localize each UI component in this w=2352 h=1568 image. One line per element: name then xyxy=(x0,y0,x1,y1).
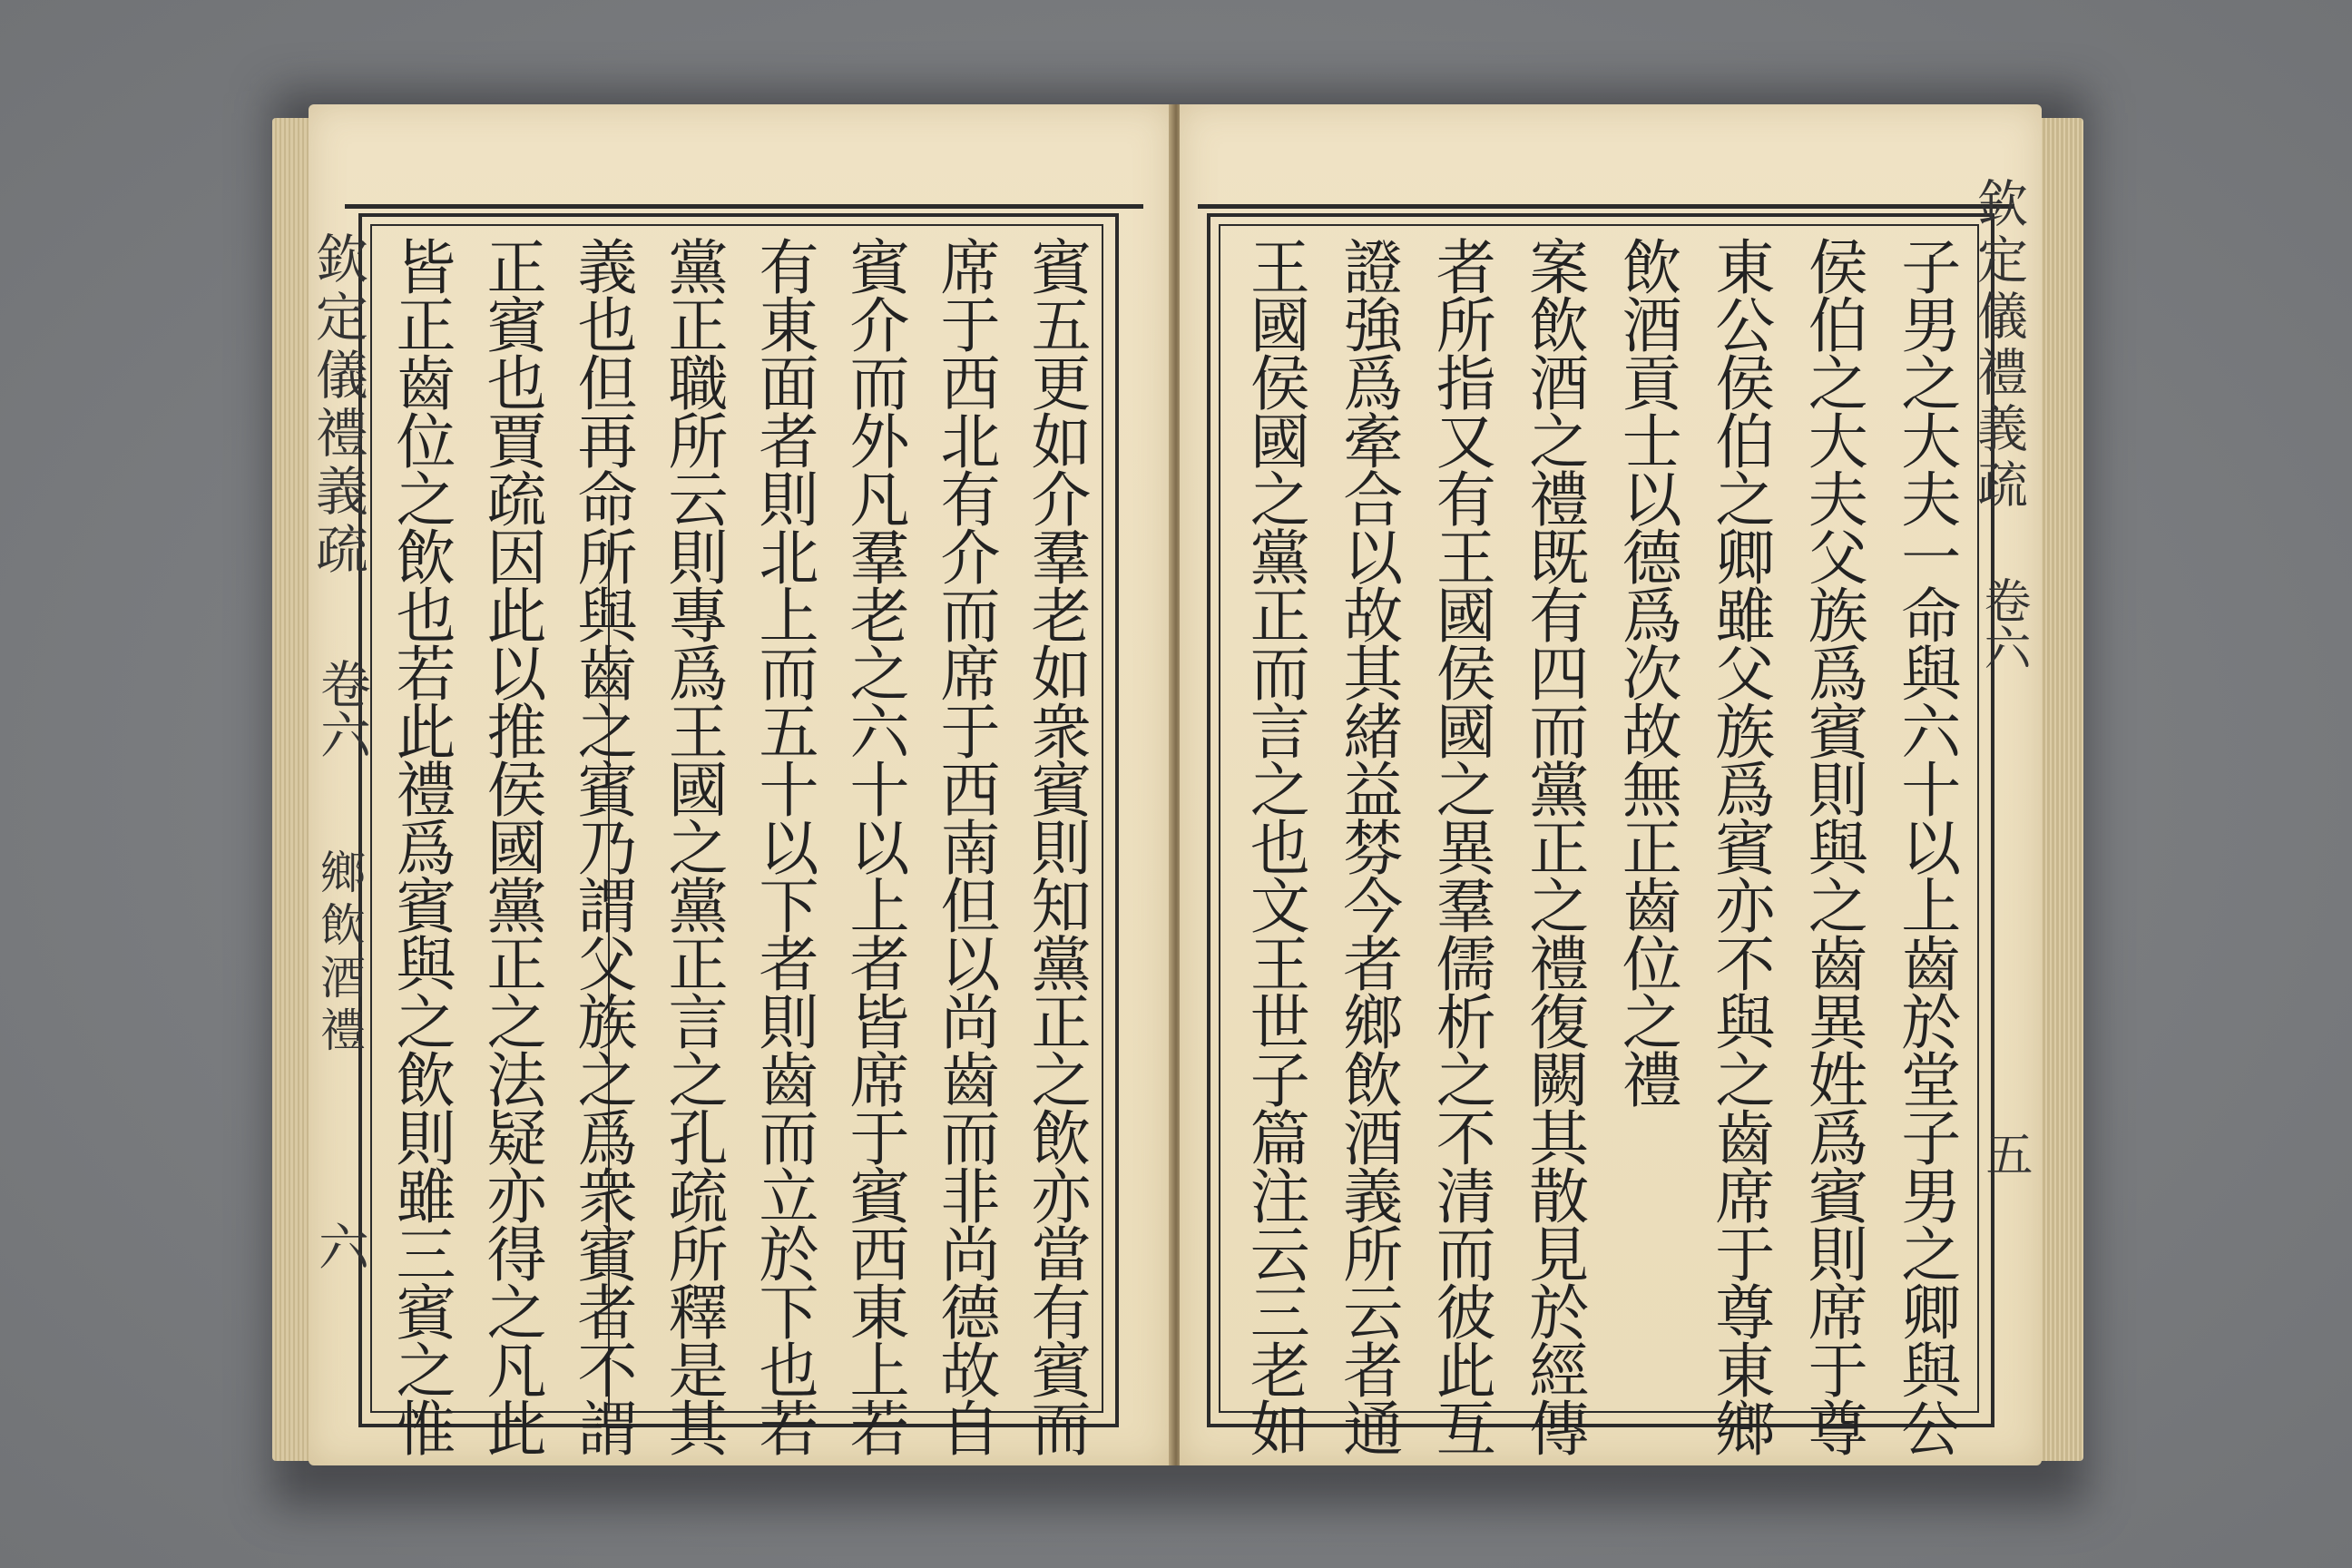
right-leaf-number: 五 xyxy=(1977,1130,2032,1177)
right-page xyxy=(1180,104,2042,1465)
right-text-column-6: 者所指又有王國侯國之異羣儒析之不清而彼此互 xyxy=(1426,236,1496,1455)
left-header: 欽定儀禮義疏 xyxy=(307,231,368,580)
left-text-column-4: 有東面者則北上而五十以下者則齒而立於下也若 xyxy=(749,236,818,1455)
left-page xyxy=(309,104,1171,1465)
right-page-edges xyxy=(2038,118,2083,1461)
right-juan: 卷六 xyxy=(1975,576,2030,671)
top-rule-right xyxy=(1198,204,2014,209)
left-chapter: 鄉飲酒禮 xyxy=(313,848,366,1059)
left-text-column-2: 席于西北有介而席于西南但以尚齒而非尚德故自 xyxy=(930,236,1000,1455)
left-text-column-6: 義也但再命所與齒之賓乃謂父族之爲衆賓者不謂 xyxy=(567,236,637,1455)
left-juan: 卷六 xyxy=(312,658,371,760)
right-text-column-2: 侯伯之大夫父族爲賓則與之齒異姓爲賓則席于尊 xyxy=(1798,236,1868,1455)
right-text-column-8: 王國侯國之黨正而言之也文王世子篇注云三老如 xyxy=(1240,236,1310,1455)
left-text-column-3: 賓介而外凡羣老之六十以上者皆席于賓西東上若 xyxy=(839,236,909,1455)
left-text-block xyxy=(372,236,1098,1455)
left-text-column-1: 賓五更如介羣老如衆賓則知黨正之飲亦當有賓而 xyxy=(1021,236,1091,1455)
left-text-column-5: 黨正職所云則專爲王國之黨正言之孔疏所釋是其 xyxy=(658,236,728,1455)
top-rule xyxy=(345,204,1143,209)
right-text-column-4: 飲酒貢士以德爲次故無正齒位之禮 xyxy=(1612,236,1682,1107)
right-text-column-1: 子男之大夫一命與六十以上齒於堂子男之卿與公 xyxy=(1890,236,1961,1455)
left-text-column-8: 皆正齒位之飲也若此禮爲賓與之飲則雖三賓之惟 xyxy=(386,236,456,1455)
right-header: 欽定儀禮義疏 xyxy=(1969,177,2028,514)
left-text-column-7: 正賓也賈疏因此以推侯國黨正之法疑亦得之凡此 xyxy=(476,236,546,1455)
left-leaf-number: 六 xyxy=(310,1220,369,1271)
right-text-column-5: 案飲酒之禮既有四而黨正之禮復闕其散見於經傳 xyxy=(1518,236,1589,1455)
right-text-column-3: 東公侯伯之卿雖父族爲賓亦不與之齒席于尊東鄉 xyxy=(1704,236,1775,1455)
right-text-block xyxy=(1225,236,1969,1455)
right-text-column-7: 證強爲牽合以故其緒益棼今者鄉飲酒義所云者通 xyxy=(1332,236,1403,1455)
